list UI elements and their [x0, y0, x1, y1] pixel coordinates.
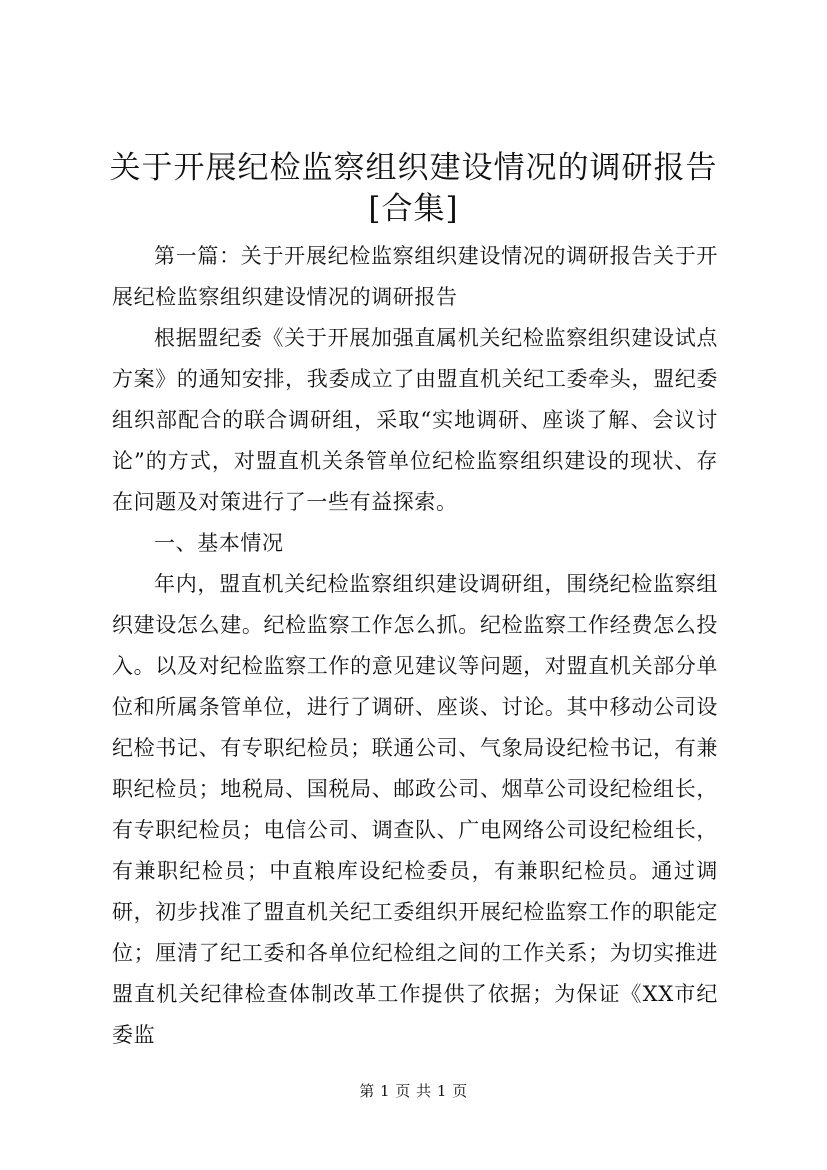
document-body — [112, 236, 718, 1056]
section-heading-basic: 一、基本情况 — [154, 531, 284, 555]
page-footer: 第 1 页 共 1 页 — [359, 1082, 468, 1100]
paragraph-chapter-heading: 第一篇：关于开展纪检监察组织建设情况的调研报告关于开展纪检监察组织建设情况的调研报告 — [112, 244, 718, 309]
paragraph-basic-situation: 年内，盟直机关纪检监察组织建设调研组，围绕纪检监察组织建设怎么建。纪检监察工作怎么抓。纪检监察工作经费怎么投入。以及对纪检监察工作的意见建议等问题，对盟直机关部分单位和所属条管单位，进行了调研、座谈、讨论。其中移动公司设纪检书记、有专职纪检员；联通公司、气象局设纪检书记，有兼职纪检员；地税局、国税局、邮政公司、烟草公司设纪检组长，有专职纪检员；电信公司、调查队、广电网络公司设纪检组长，有兼职纪检员；中直粮库设纪检委员，有兼职纪检员。通过调研，初步找准了盟直机关纪工委组织开展纪检监察工作的职能定位；厘清了纪工委和各单位纪检组之间的工作关系；为切实推进盟直机关纪律检查体制改革工作提供了依据；为保证《XX市纪委监 — [112, 572, 718, 1047]
document-title — [100, 148, 727, 230]
title-line-2: [合集] — [368, 191, 459, 227]
title-line-1: 关于开展纪检监察组织建设情况的调研报告 — [109, 150, 718, 186]
paragraph-intro: 根据盟纪委《关于开展加强直属机关纪检监察组织建设试点方案》的通知安排，我委成立了由盟直机关纪工委牵头，盟纪委组织部配合的联合调研组，采取“实地调研、座谈了解、会议讨论”的方式，对盟直机关条管单位纪检监察组织建设的现状、存在问题及对策进行了一些有益探索。 — [112, 326, 718, 514]
